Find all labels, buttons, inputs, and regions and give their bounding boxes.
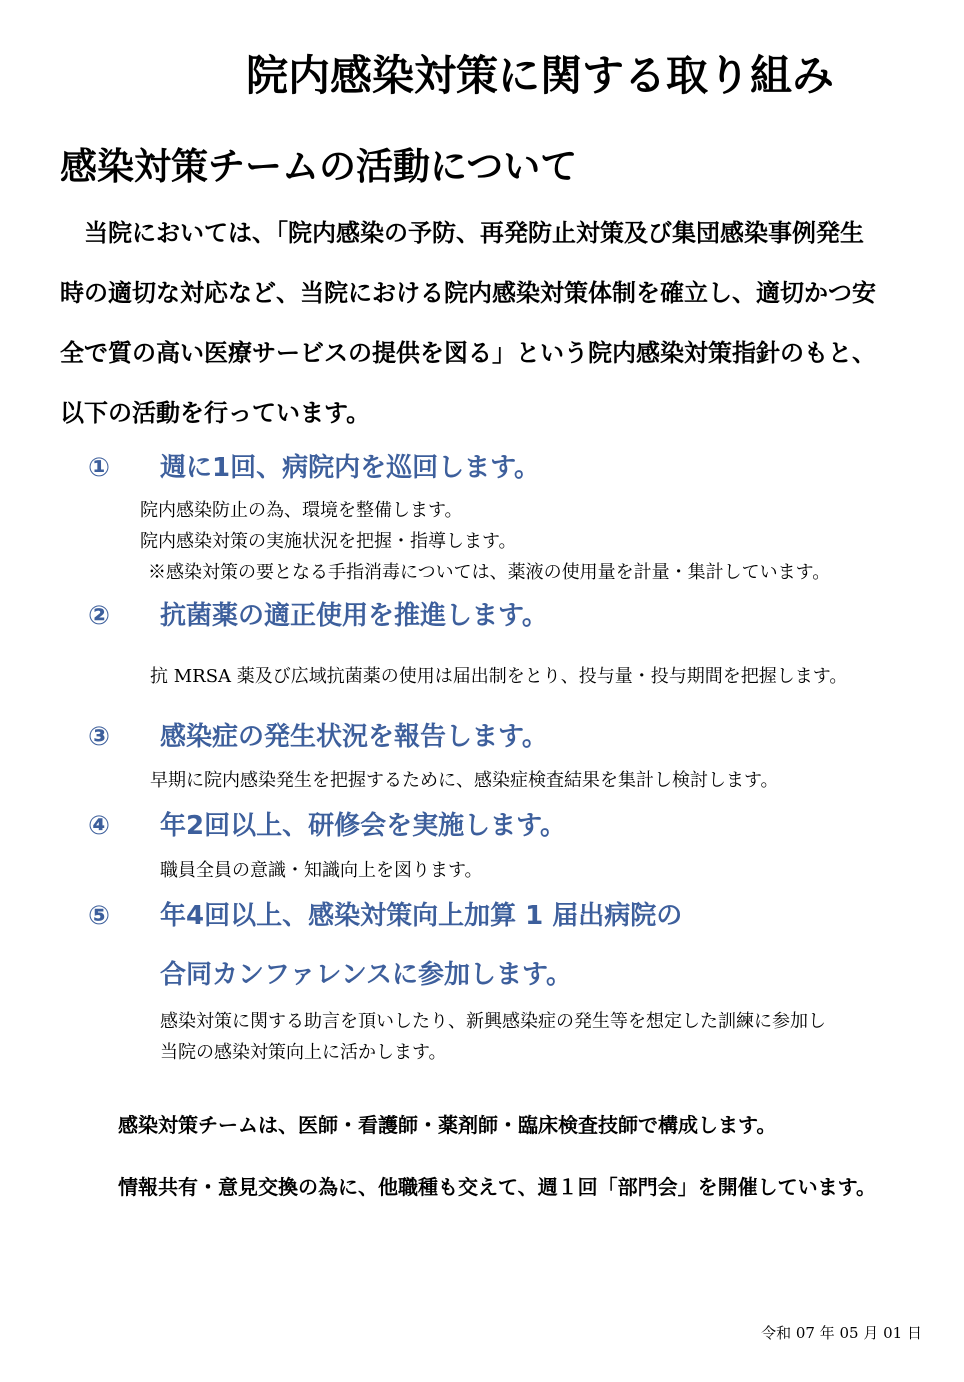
item-body-line: 早期に院内感染発生を把握するために、感染症検査結果を集計し検討します。 [150,770,779,791]
item-body-line: 感染対策に関する助言を頂いしたり、新興感染症の発生等を想定した訓練に参加し [160,1011,826,1032]
revision-date: 令和 07 年 05 月 01 日 [761,1324,922,1342]
item-number: ② [88,601,111,631]
intro-paragraph [60,203,930,443]
item-body-line: 抗 MRSA 薬及び広域抗菌薬の使用は届出制をとり、投与量・投与期間を把握します。 [150,666,848,687]
item-heading-text: 年4回以上、感染対策向上加算 1 届出病院の [160,901,683,931]
intro-line: 時の適切な対応など、当院における院内感染対策体制を確立し、適切かつ安 [60,279,876,307]
page-title: 院内感染対策に関する取り組み [246,51,835,100]
item-body-3 [150,765,779,796]
item-number: ③ [88,722,111,752]
item-number: ⑤ [88,901,111,931]
item-body-2 [150,661,847,692]
item-body-line: 職員全員の意識・知識向上を図ります。 [160,860,483,881]
item-heading-text: 年2回以上、研修会を実施します。 [160,811,567,841]
item-body-4 [160,855,483,886]
item-body-line: ※感染対策の要となる手指消毒については、薬液の使用量を計量・集計しています。 [148,562,831,583]
intro-line: 以下の活動を行っています。 [60,399,371,427]
item-body-line: 院内感染防止の為、環境を整備します。 [140,500,463,521]
intro-line: 全で質の高い医療サービスの提供を図る」という院内感染対策指針のもと、 [60,339,876,367]
item-heading-text: 合同カンファレンスに参加します。 [160,960,572,990]
item-body-1 [140,495,830,588]
item-body-5 [160,1006,826,1068]
item-heading-text: 感染症の発生状況を報告します。 [160,722,548,752]
item-heading-text: 週に1回、病院内を巡回します。 [160,453,541,483]
intro-line: 当院においては、「院内感染の予防、再発防止対策及び集団感染事例発生 [60,219,864,247]
item-number: ④ [88,811,111,841]
team-note-meeting: 情報共有・意見交換の為に、他職種も交えて、週１回「部門会」を開催しています。 [118,1175,876,1199]
item-body-line: 当院の感染対策向上に活かします。 [160,1042,447,1063]
team-note-members: 感染対策チームは、医師・看護師・薬剤師・臨床検査技師で構成します。 [118,1113,777,1137]
item-heading-text: 抗菌薬の適正使用を推進します。 [160,601,548,631]
item-number: ① [88,453,111,483]
section-title: 感染対策チームの活動について [60,145,578,188]
item-body-line: 院内感染対策の実施状況を把握・指導します。 [140,531,517,552]
